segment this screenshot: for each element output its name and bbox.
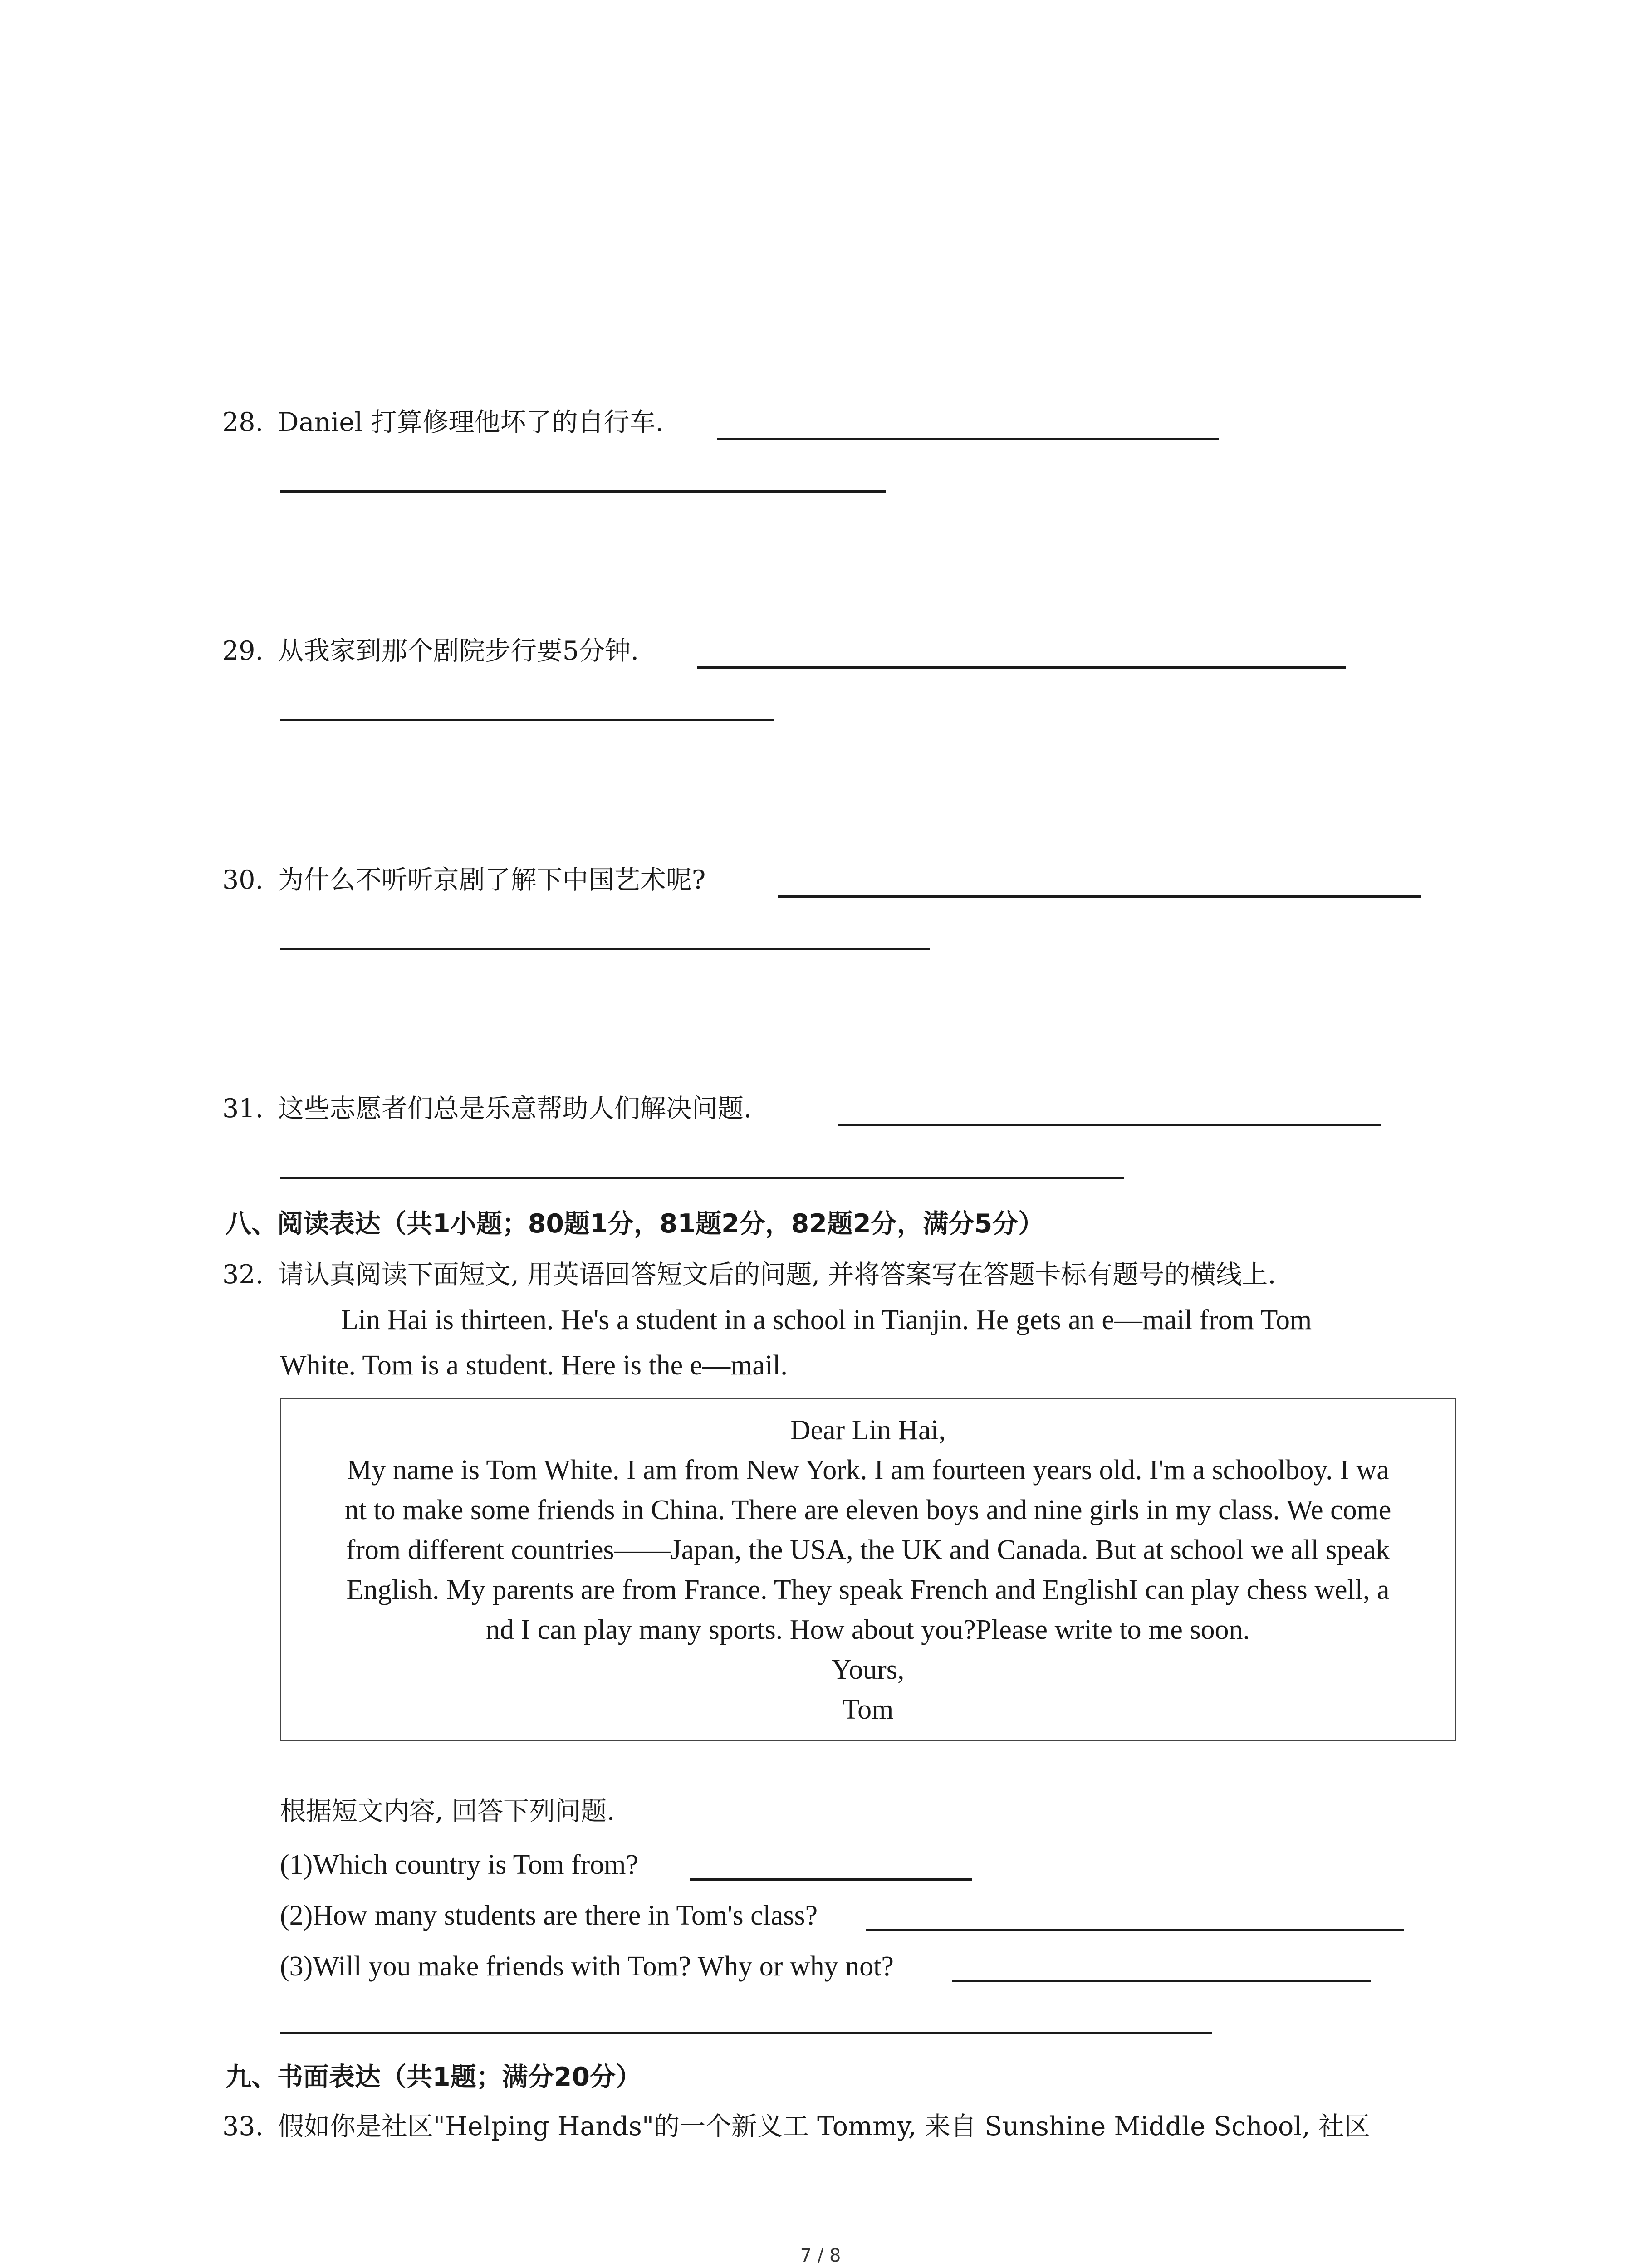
answer-line: [280, 948, 930, 950]
question-29: [222, 634, 639, 668]
question-33: [222, 2109, 1370, 2144]
question-number: 28.: [222, 407, 264, 437]
question-number: 33.: [222, 2112, 264, 2141]
section-heading-9: 九、书面表达（共1题；满分20分）: [225, 2062, 642, 2092]
question-prompt: 从我家到那个剧院步行要5分钟.: [278, 636, 639, 666]
sub-question-3: (3)Will you make friends with Tom? Why or why not?: [280, 1951, 894, 1982]
letter-signature: Tom: [842, 1694, 894, 1725]
sub-question-1: (1)Which country is Tom from?: [280, 1849, 638, 1880]
page-number: 7 / 8: [800, 2245, 841, 2266]
question-prompt: 假如你是社区"Helping Hands"的一个新义工 Tommy, 来自 Sunshine Middle School, 社区: [278, 2112, 1370, 2141]
answer-line: [866, 1929, 1404, 1931]
answer-line: [690, 1878, 972, 1881]
passage-intro-line: Lin Hai is thirteen. He's a student in a school in Tianjin. He gets an e—mail from Tom: [341, 1305, 1312, 1335]
question-number: 32.: [222, 1260, 264, 1290]
question-number: 30.: [222, 865, 264, 895]
question-30: [222, 863, 705, 897]
question-28: [222, 405, 664, 440]
answer-line: [778, 895, 1421, 898]
letter-line: English. My parents are from France. They speak French and EnglishI can play chess well, a: [346, 1574, 1390, 1605]
question-prompt: 这些志愿者们总是乐意帮助人们解决问题.: [278, 1094, 752, 1124]
letter-line: nt to make some friends in China. There are eleven boys and nine girls in my class. We come: [344, 1495, 1391, 1525]
answer-line: [280, 2032, 1212, 2034]
question-31: [222, 1091, 752, 1126]
question-number: 31.: [222, 1094, 264, 1124]
letter-line: nd I can play many sports. How about you?Please write to me soon.: [486, 1614, 1250, 1645]
question-instruction: 请认真阅读下面短文, 用英语回答短文后的问题, 并将答案写在答题卡标有题号的横线上.: [278, 1260, 1276, 1290]
letter-greeting: Dear Lin Hai,: [790, 1415, 946, 1446]
answer-line: [280, 490, 886, 493]
answer-line: [280, 719, 774, 721]
answer-line: [280, 1177, 1124, 1179]
letter-closing: Yours,: [831, 1654, 905, 1685]
email-letter-box: [280, 1398, 1456, 1741]
letter-line: from different countries——Japan, the USA, the UK and Canada. But at school we all speak: [346, 1535, 1390, 1565]
answer-line: [717, 438, 1219, 440]
passage-intro-line: White. Tom is a student. Here is the e—mail.: [280, 1350, 788, 1381]
sub-instruction: 根据短文内容, 回答下列问题.: [280, 1796, 615, 1826]
question-number: 29.: [222, 636, 264, 666]
section-heading-8: 八、阅读表达（共1小题；80题1分，81题2分，82题2分，满分5分）: [225, 1209, 1044, 1239]
question-prompt: Daniel 打算修理他坏了的自行车.: [278, 407, 664, 437]
answer-line: [697, 666, 1346, 669]
sub-question-2: (2)How many students are there in Tom's class?: [280, 1900, 818, 1931]
answer-line: [838, 1124, 1381, 1126]
letter-line: My name is Tom White. I am from New York. I am fourteen years old. I'm a schoolboy. I wa: [347, 1455, 1389, 1486]
question-32: [222, 1257, 1276, 1292]
answer-line: [952, 1980, 1371, 1982]
question-prompt: 为什么不听听京剧了解下中国艺术呢?: [278, 865, 706, 895]
